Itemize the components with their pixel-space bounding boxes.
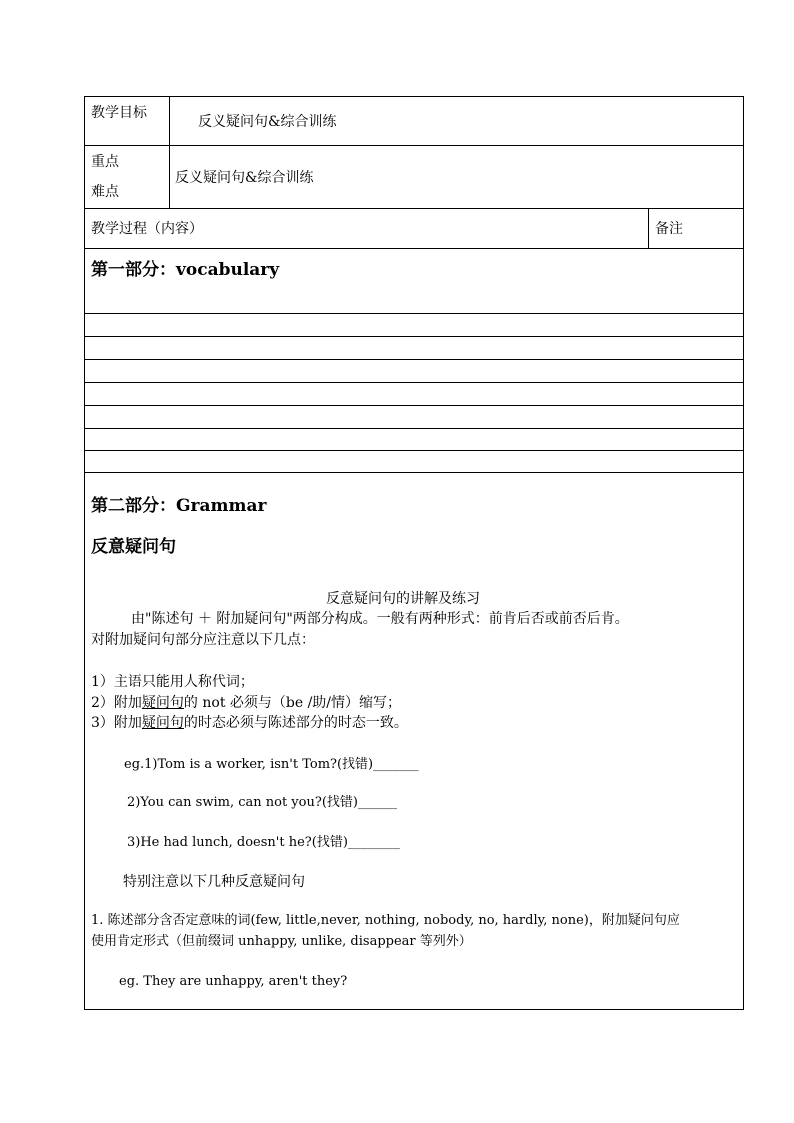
rule-2-prefix: 2）附加 (91, 695, 142, 711)
goal-value: 反义疑问句&综合训练 (198, 114, 337, 130)
writing-line (85, 450, 743, 451)
writing-line (85, 359, 743, 360)
writing-line (85, 313, 743, 314)
section-title: 反意疑问句的讲解及练习 (326, 591, 480, 607)
point-1-line-1: 1. 陈述部分含否定意味的词(few, little,never, nothing, nobody, no, hardly, none)，附加疑问句应 (91, 913, 680, 928)
rule-3 (91, 714, 408, 732)
rule-3-prefix: 3）附加 (91, 715, 142, 731)
rule-1: 1）主语只能用人称代词； (91, 674, 254, 690)
process-label: 教学过程（内容） (91, 221, 203, 237)
example-1: eg.1)Tom is a worker, isn't Tom?(找错)_______ (124, 757, 419, 772)
notes-column-divider (648, 208, 649, 248)
example-3: 3)He had lunch, doesn't he?(找错)________ (127, 835, 400, 850)
writing-line (85, 405, 743, 406)
example-2: 2)You can swim, can not you?(找错)______ (127, 795, 397, 810)
goal-label: 教学目标 (91, 105, 147, 121)
part2-title: 第二部分：Grammar (91, 496, 267, 516)
rule-3-suffix: 的时态必须与陈述部分的时态一致。 (183, 715, 408, 731)
key-label-1: 重点 (91, 154, 119, 170)
rule-2 (91, 694, 401, 712)
row-divider (85, 208, 743, 209)
key-label-2: 难点 (91, 184, 119, 200)
writing-line (85, 336, 743, 337)
special-note: 特别注意以下几种反意疑问句 (123, 874, 305, 890)
part1-title: 第一部分：vocabulary (91, 260, 280, 280)
example-4: eg. They are unhappy, aren't they? (119, 974, 348, 989)
part2-subtitle: 反意疑问句 (91, 537, 176, 557)
writing-line (85, 472, 743, 473)
row-divider (85, 145, 743, 146)
label-column-divider (169, 97, 170, 208)
rule-3-underlined: 疑问句 (141, 715, 184, 731)
point-1-line-2: 使用肯定形式（但前缀词 unhappy, unlike, disappear 等列外） (91, 934, 472, 949)
writing-line (85, 428, 743, 429)
rule-2-underlined: 疑问句 (141, 695, 184, 711)
key-value: 反义疑问句&综合训练 (175, 170, 314, 186)
intro-line-1: 由"陈述句 ＋ 附加疑问句"两部分构成。一般有两种形式：前肯后否或前否后肯。 (131, 611, 629, 627)
writing-line (85, 382, 743, 383)
intro-line-2: 对附加疑问句部分应注意以下几点： (91, 632, 315, 648)
notes-label: 备注 (655, 221, 683, 237)
row-divider (85, 248, 743, 249)
rule-2-suffix: 的 not 必须与（be /助/情）缩写； (183, 695, 402, 711)
